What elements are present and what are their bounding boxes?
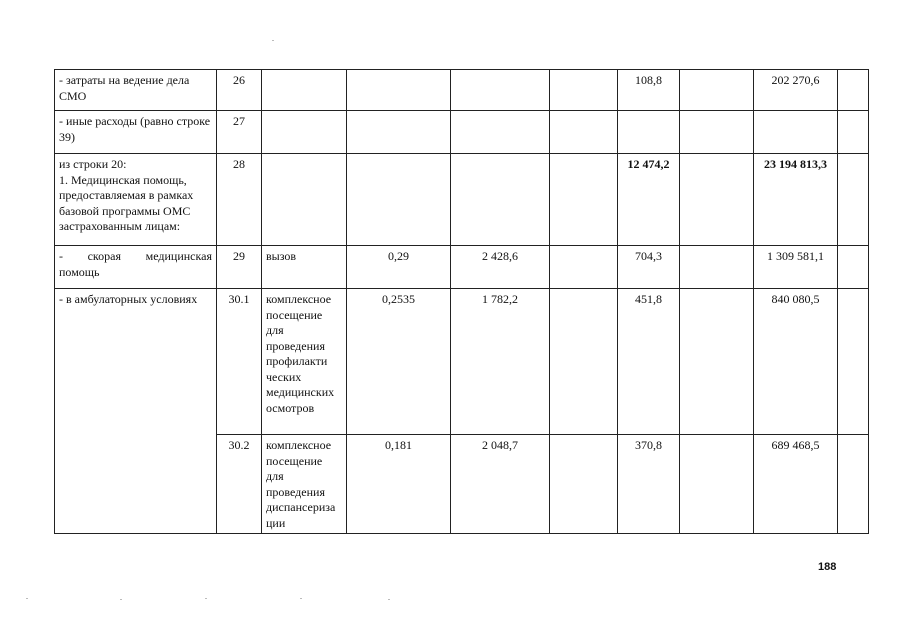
row-name-word: медицинская	[145, 249, 212, 263]
scan-speck	[300, 598, 302, 599]
cost-cell: 2 048,7	[451, 435, 550, 534]
total-cell: 689 468,5	[754, 435, 838, 534]
unit-line: комплексное	[266, 438, 332, 452]
row-name-line: застрахованным лицам:	[59, 219, 181, 233]
total-cell: 202 270,6	[754, 70, 838, 111]
empty-cell	[838, 246, 869, 289]
unit-line: посещение для	[266, 453, 323, 483]
empty-cell	[550, 246, 618, 289]
table-row	[55, 246, 869, 289]
per-capita-cell: 704,3	[618, 246, 680, 289]
row-name: - затраты на ведение дела СМО	[55, 70, 217, 111]
empty-cell	[550, 111, 618, 154]
empty-cell	[550, 70, 618, 111]
unit-line: ции	[266, 515, 286, 530]
empty-cell	[838, 70, 869, 111]
unit-line: посещение	[266, 307, 323, 322]
unit-cell	[262, 289, 347, 435]
unit-line: проведения	[266, 484, 325, 499]
empty-cell	[680, 435, 754, 534]
unit-cell	[262, 154, 347, 246]
row-name-line: 1. Медицинская помощь,	[59, 172, 187, 187]
row-name-word: -	[59, 249, 63, 263]
page-number: 188	[818, 561, 837, 573]
row-line-number: 29	[217, 246, 262, 289]
empty-cell	[680, 154, 754, 246]
row-line-number: 28	[217, 154, 262, 246]
per-capita-cell: 451,8	[618, 289, 680, 435]
unit-line: диспансериза	[266, 500, 336, 514]
unit-cell	[262, 70, 347, 111]
per-capita-cell	[618, 111, 680, 154]
per-capita-cell: 12 474,2	[618, 154, 680, 246]
empty-cell	[680, 70, 754, 111]
empty-cell	[680, 289, 754, 435]
table-row	[55, 154, 869, 246]
row-name-line: из строки 20:	[59, 157, 127, 171]
row-name-justified-line	[59, 249, 212, 265]
cost-cell: 1 782,2	[451, 289, 550, 435]
unit-line: медицинских	[266, 385, 335, 399]
row-name-word: скорая	[87, 249, 122, 263]
row-line-number: 30.1	[217, 289, 262, 435]
empty-cell	[550, 435, 618, 534]
row-line-number: 26	[217, 70, 262, 111]
empty-cell	[838, 289, 869, 435]
volume-cell	[347, 111, 451, 154]
empty-cell	[838, 154, 869, 246]
per-capita-cell: 108,8	[618, 70, 680, 111]
empty-cell	[838, 111, 869, 154]
row-name-line: базовой программы ОМС	[59, 203, 191, 218]
cost-cell	[451, 111, 550, 154]
empty-cell	[680, 246, 754, 289]
row-name	[55, 246, 217, 289]
scan-speck	[272, 40, 274, 41]
cost-cell: 2 428,6	[451, 246, 550, 289]
per-capita-cell: 370,8	[618, 435, 680, 534]
scan-speck	[26, 598, 28, 599]
scan-speck	[120, 599, 122, 600]
empty-cell	[550, 289, 618, 435]
row-name-line: помощь	[59, 264, 100, 279]
unit-line: осмотров	[266, 400, 315, 415]
total-cell: 1 309 581,1	[754, 246, 838, 289]
table-row	[55, 70, 869, 111]
total-cell: 23 194 813,3	[754, 154, 838, 246]
cost-cell	[451, 154, 550, 246]
volume-cell	[347, 70, 451, 111]
unit-line: ческих	[266, 369, 302, 384]
cost-cell	[451, 70, 550, 111]
table-row	[55, 289, 869, 435]
unit-line: комплексное	[266, 292, 332, 306]
row-name: - иные расходы (равно строке 39)	[55, 111, 217, 154]
empty-cell	[550, 154, 618, 246]
row-name: - в амбулаторных условиях	[55, 289, 217, 534]
row-name	[55, 154, 217, 246]
unit-cell	[262, 111, 347, 154]
volume-cell: 0,181	[347, 435, 451, 534]
total-cell	[754, 111, 838, 154]
table-row	[55, 111, 869, 154]
volume-cell: 0,29	[347, 246, 451, 289]
unit-line: для	[266, 323, 284, 337]
unit-cell: вызов	[262, 246, 347, 289]
empty-cell	[838, 435, 869, 534]
scan-speck	[205, 598, 207, 599]
unit-cell	[262, 435, 347, 534]
volume-cell: 0,2535	[347, 289, 451, 435]
total-cell: 840 080,5	[754, 289, 838, 435]
row-line-number: 30.2	[217, 435, 262, 534]
unit-line: профилакти	[266, 354, 328, 368]
row-line-number: 27	[217, 111, 262, 154]
row-name-line: предоставляемая в рамках	[59, 188, 194, 202]
volume-cell	[347, 154, 451, 246]
unit-line: проведения	[266, 338, 325, 353]
scan-speck	[388, 599, 390, 600]
financing-table	[54, 69, 869, 534]
empty-cell	[680, 111, 754, 154]
